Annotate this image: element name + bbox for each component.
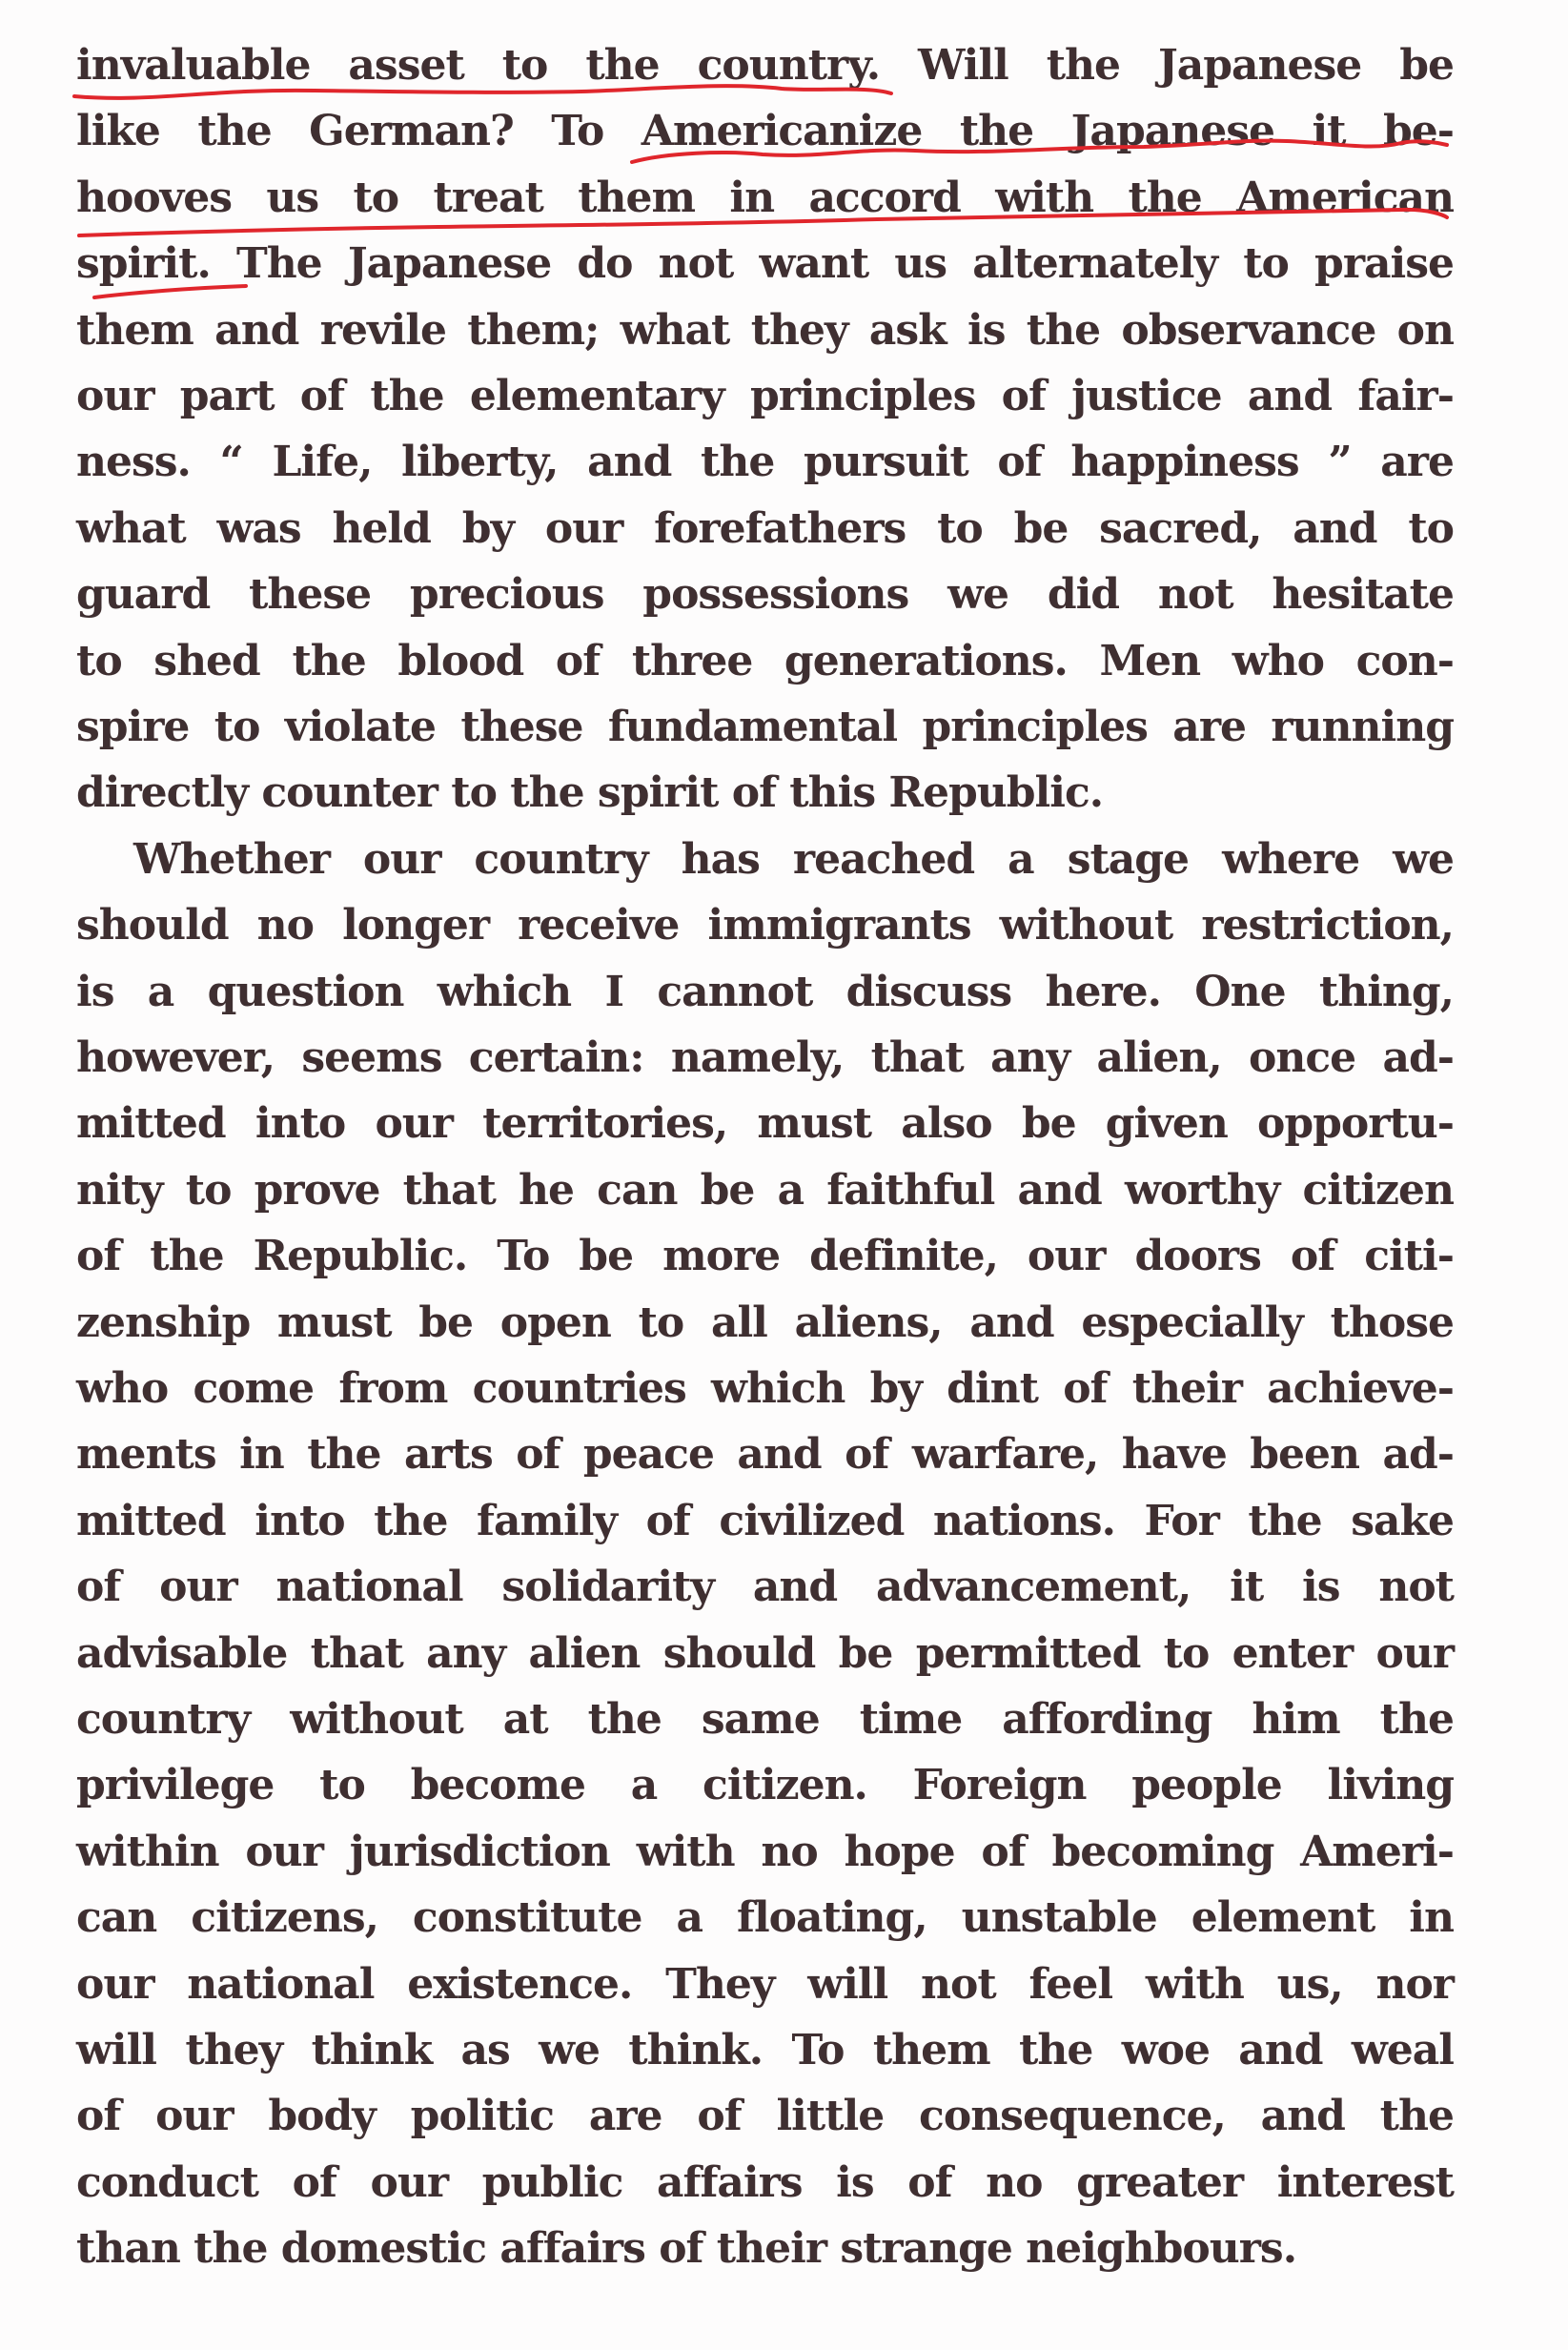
- text-line: nity to prove that he can be a faithful and worthy citizen: [76, 1165, 1454, 1215]
- text-line: hooves us to treat them in accord with the American: [76, 173, 1454, 222]
- text-line: will they think as we think. To them the woe and weal: [76, 2026, 1454, 2074]
- text-line: mitted into the family of civilized nations. For the sake: [76, 1496, 1454, 1545]
- text-line: of our national solidarity and advancement, it is not: [76, 1563, 1454, 1612]
- text-line: advisable that any alien should be permitted to enter our: [76, 1628, 1454, 1678]
- text-line: is a question which I cannot discuss here. One thing,: [76, 967, 1454, 1016]
- text-line: what was held by our forefathers to be sacred, and to: [76, 503, 1454, 553]
- text-line: to shed the blood of three generations. Men who con-: [76, 636, 1454, 685]
- text-line: ness. “ Life, liberty, and the pursuit of happiness ” are: [76, 438, 1454, 487]
- text-line: who come from countries which by dint of their achieve-: [76, 1364, 1454, 1413]
- text-line: our national existence. They will not feel with us, nor: [76, 1959, 1454, 2009]
- text-line: country without at the same time affording him the: [76, 1695, 1454, 1744]
- text-line: of the Republic. To be more definite, our doors of citi-: [76, 1232, 1454, 1281]
- text-line: privilege to become a citizen. Foreign people living: [76, 1761, 1454, 1810]
- text-line: invaluable asset to the country. Will the Japanese be: [76, 41, 1454, 90]
- text-line: spire to violate these fundamental principles are running: [76, 703, 1454, 751]
- text-line: than the domestic affairs of their strange neighbours.: [76, 2224, 1297, 2274]
- text-line: should no longer receive immigrants without restriction,: [76, 901, 1454, 950]
- text-line: Whether our country has reached a stage where we: [133, 834, 1454, 884]
- text-line: zenship must be open to all aliens, and especially those: [76, 1298, 1454, 1347]
- text-line: them and revile them; what they ask is the observance on: [76, 305, 1454, 355]
- text-line: spirit. The Japanese do not want us alternately to praise: [76, 239, 1454, 289]
- text-line: within our jurisdiction with no hope of becoming Ameri-: [76, 1827, 1454, 1876]
- text-line: mitted into our territories, must also be given opportu-: [76, 1099, 1454, 1149]
- text-line: however, seems certain: namely, that any alien, once ad-: [76, 1033, 1454, 1082]
- text-line: ments in the arts of peace and of warfare, have been ad-: [76, 1430, 1454, 1480]
- text-line: our part of the elementary principles of justice and fair-: [76, 372, 1454, 420]
- text-line: guard these precious possessions we did not hesitate: [76, 570, 1454, 620]
- text-line: conduct of our public affairs is of no greater interest: [76, 2157, 1454, 2207]
- text-line: of our body politic are of little consequence, and the: [76, 2092, 1454, 2141]
- text-line: can citizens, constitute a floating, unstable element in: [76, 1893, 1454, 1943]
- text-line: directly counter to the spirit of this Republic.: [76, 768, 1104, 818]
- text-line: like the German? To Americanize the Japanese it be-: [76, 107, 1454, 156]
